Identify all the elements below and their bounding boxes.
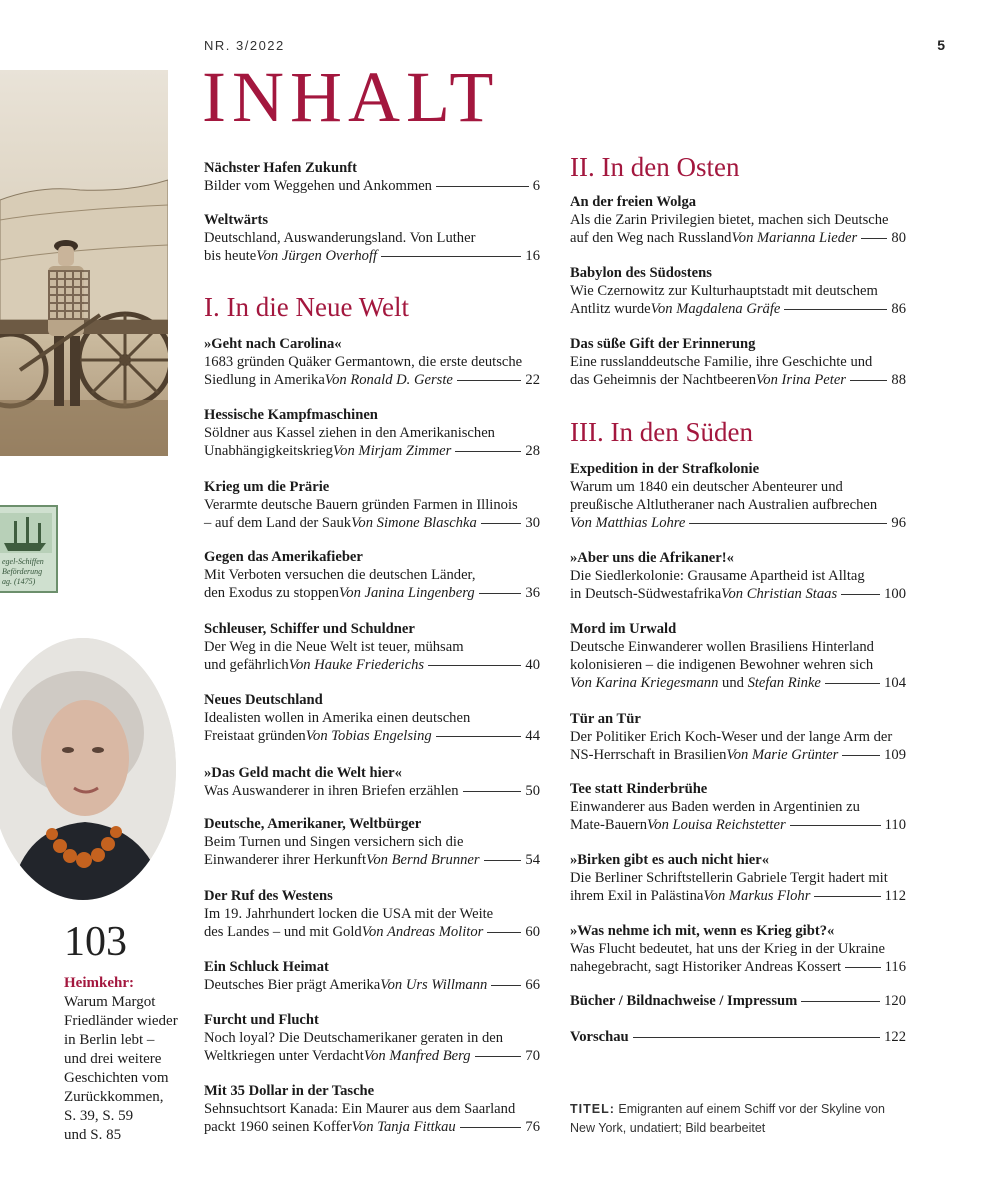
entry-title: Expedition in der Strafkolonie <box>570 461 760 477</box>
feature-page-number: 103 <box>64 919 127 965</box>
entry-title: Nächster Hafen Zukunft <box>204 160 357 176</box>
feature-text-line: Zurückkommen, <box>64 1089 164 1105</box>
entry-desc: Sehnsuchtsort Kanada: Ein Maurer aus dem Saarland <box>204 1101 516 1117</box>
entry-title: Gegen das Amerikafieber <box>204 549 363 565</box>
feature-teaser <box>64 974 189 1145</box>
entry-author: Von Janina Lingenberg <box>338 585 475 601</box>
entry-page: 100 <box>884 586 906 602</box>
entry-desc: Warum um 1840 ein deutscher Abenteurer und <box>570 479 843 495</box>
entry-author: Von Christian Staas <box>721 586 838 602</box>
toc-entry[interactable] <box>570 922 906 976</box>
entry-desc: in Deutsch-Südwestafrika <box>570 586 722 602</box>
toc-entry[interactable] <box>204 620 540 674</box>
entry-desc: und gefährlich <box>204 657 289 673</box>
entry-desc: Beim Turnen und Singen versichern sich die <box>204 834 464 850</box>
stamp-text-line: egel-Schiffen <box>2 557 44 566</box>
entry-title: Weltwärts <box>204 212 269 228</box>
entry-title: Der Ruf des Westens <box>204 888 333 904</box>
feature-text-line: und S. 85 <box>64 1127 122 1143</box>
entry-page: 16 <box>525 248 540 264</box>
entry-author: Von Simone Blaschka <box>351 515 477 531</box>
entry-desc: Bilder vom Weggehen und Ankommen <box>204 178 432 194</box>
entry-title: Deutsche, Amerikaner, Weltbürger <box>204 816 422 832</box>
entry-desc: preußische Altlutheraner nach Australien aufbrechen <box>570 497 878 513</box>
entry-desc: Was Flucht bedeutet, hat uns der Krieg in der Ukraine <box>570 941 885 957</box>
section-heading-osten: II. In den Osten <box>570 152 740 182</box>
entry-author: Von Tobias Engelsing <box>305 728 432 744</box>
entry-title: Schleuser, Schiffer und Schuldner <box>204 621 415 637</box>
entry-desc: ihrem Exil in Palästina <box>570 888 704 904</box>
wagon-illustration <box>0 70 168 456</box>
feature-text-line: Geschichten vom <box>64 1070 169 1086</box>
entry-title: »Das Geld macht die Welt hier« <box>204 765 402 781</box>
toc-entry[interactable] <box>204 335 540 389</box>
toc-entry[interactable] <box>570 460 906 532</box>
entry-title: »Aber uns die Afrikaner!« <box>570 550 734 566</box>
entry-page: 86 <box>891 301 906 317</box>
entry-page: 112 <box>884 888 906 904</box>
toc-entry[interactable] <box>204 887 540 941</box>
entry-desc: Die Berliner Schriftstellerin Gabriele Tergit hadert mit <box>570 870 888 886</box>
entry-title: Hessische Kampfmaschinen <box>204 407 378 423</box>
entry-author: Von Marie Grünter <box>726 747 839 763</box>
entry-desc: bis heute <box>204 248 257 264</box>
entry-desc: Söldner aus Kassel ziehen in den Amerikanischen <box>204 425 495 441</box>
entry-page: 44 <box>525 728 540 744</box>
entry-desc: nahegebracht, sagt Historiker Andreas Kossert <box>570 959 842 975</box>
cover-caption <box>570 1100 900 1138</box>
toc-entry[interactable] <box>570 780 906 834</box>
toc-entry[interactable] <box>570 335 906 389</box>
entry-title: Mit 35 Dollar in der Tasche <box>204 1083 375 1099</box>
cover-caption-text: Emigranten auf einem Schiff vor der Skyline von New York, undatiert; Bild bearbeitet <box>570 1102 885 1135</box>
entry-page: 116 <box>884 959 906 975</box>
entry-title: »Birken gibt es auch nicht hier« <box>570 852 770 868</box>
entry-desc: den Exodus zu stoppen <box>204 585 339 601</box>
entry-desc: Deutsches Bier prägt Amerika <box>204 977 381 993</box>
entry-page: 6 <box>532 178 540 194</box>
entry-page: 60 <box>525 924 540 940</box>
entry-page: 88 <box>891 372 906 388</box>
entry-author: Von Jürgen Overhoff <box>256 248 378 264</box>
entry-desc: Deutschland, Auswanderungsland. Von Luther <box>204 230 476 246</box>
entry-desc: Mate-Bauern <box>570 817 647 833</box>
toc-entry[interactable] <box>570 620 906 692</box>
toc-entry[interactable] <box>204 691 540 745</box>
entry-page: 109 <box>884 747 906 763</box>
entry-page: 122 <box>884 1029 906 1045</box>
page-number: 5 <box>937 37 945 53</box>
feature-text-line: Friedländer wieder <box>64 1013 178 1029</box>
entry-connector: und <box>718 675 748 691</box>
portrait-illustration <box>0 638 176 900</box>
toc-entry[interactable] <box>570 549 906 603</box>
entry-title: Tür an Tür <box>570 711 641 727</box>
entry-title: Mord im Urwald <box>570 621 677 637</box>
entry-desc: kolonisieren – die indigenen Bewohner wehren sich <box>570 657 874 673</box>
entry-desc: Der Weg in die Neue Welt ist teuer, mühsam <box>204 639 464 655</box>
entry-page: 40 <box>525 657 540 673</box>
entry-desc: Einwanderer aus Baden werden in Argentinien zu <box>570 799 860 815</box>
stamp-image <box>0 505 58 593</box>
section-heading-sueden: III. In den Süden <box>570 417 753 447</box>
feature-text-line: in Berlin lebt – <box>64 1032 155 1048</box>
entry-author: Von Magdalena Gräfe <box>650 301 781 317</box>
entry-page: 110 <box>884 817 906 833</box>
feature-text-line: und drei weitere <box>64 1051 162 1067</box>
entry-desc: Wie Czernowitz zur Kulturhauptstadt mit deutschem <box>570 283 878 299</box>
entry-author: Von Markus Flohr <box>703 888 811 904</box>
entry-title: Tee statt Rinderbrühe <box>570 781 708 797</box>
entry-author: Von Karina Kriegesmann <box>570 675 719 691</box>
entry-page: 22 <box>525 372 540 388</box>
stamp-text-line: ag. (1475) <box>2 577 36 586</box>
entry-author: Von Hauke Friederichs <box>288 657 425 673</box>
toc-entry[interactable] <box>570 851 906 905</box>
entry-desc: Unabhängigkeitskrieg <box>204 443 333 459</box>
entry-desc: Freistaat gründen <box>204 728 306 744</box>
entry-author: Von Tanja Fittkau <box>351 1119 456 1135</box>
entry-author: Von Matthias Lohre <box>570 515 686 531</box>
entry-desc: Was Auswanderer in ihren Briefen erzählen <box>204 783 459 799</box>
page-title: INHALT <box>202 57 500 137</box>
entry-desc: Deutsche Einwanderer wollen Brasiliens Hinterland <box>570 639 874 655</box>
wagon-settler-photo <box>0 70 168 456</box>
entry-page: 66 <box>525 977 540 993</box>
entry-page: 80 <box>891 230 906 246</box>
entry-title: Vorschau <box>570 1029 629 1045</box>
cover-caption-label: TITEL: <box>570 1102 615 1116</box>
toc-entry[interactable] <box>204 815 540 869</box>
entry-desc: Mit Verboten versuchen die deutschen Länder, <box>204 567 476 583</box>
entry-title: Ein Schluck Heimat <box>204 959 329 975</box>
entry-title: Krieg um die Prärie <box>204 479 330 495</box>
entry-author: Von Urs Willmann <box>380 977 488 993</box>
entry-desc: Antlitz wurde <box>570 301 651 317</box>
toc-entry[interactable] <box>204 958 540 994</box>
toc-entry[interactable] <box>204 1011 540 1065</box>
entry-page: 28 <box>525 443 540 459</box>
toc-entry[interactable] <box>204 548 540 602</box>
toc-entry[interactable] <box>570 193 906 247</box>
toc-entry[interactable] <box>204 406 540 460</box>
entry-desc: Als die Zarin Privilegien bietet, machen sich Deutsche <box>570 212 889 228</box>
entry-title: An der freien Wolga <box>570 194 697 210</box>
toc-entry[interactable] <box>570 264 906 318</box>
entry-page: 70 <box>525 1048 540 1064</box>
entry-author: Von Bernd Brunner <box>366 852 480 868</box>
toc-entry-preview[interactable] <box>570 1028 906 1046</box>
toc-entry[interactable] <box>204 211 540 265</box>
toc-entry[interactable] <box>204 478 540 532</box>
toc-entry-books[interactable] <box>570 992 906 1010</box>
issue-number: NR. 3/2022 <box>204 38 285 53</box>
entry-author: Von Mirjam Zimmer <box>332 443 452 459</box>
entry-desc: das Geheimnis der Nachtbeeren <box>570 372 756 388</box>
toc-entry[interactable] <box>570 710 906 764</box>
entry-desc: – auf dem Land der Sauk <box>204 515 352 531</box>
entry-desc: Verarmte deutsche Bauern gründen Farmen in Illinois <box>204 497 518 513</box>
entry-author: Von Manfred Berg <box>363 1048 471 1064</box>
entry-desc: Idealisten wollen in Amerika einen deutschen <box>204 710 471 726</box>
entry-title: Das süße Gift der Erinnerung <box>570 336 756 352</box>
feature-text-line: S. 39, S. 59 <box>64 1108 134 1124</box>
entry-page: 104 <box>884 675 906 691</box>
toc-entry[interactable] <box>204 1082 540 1136</box>
entry-title: Bücher / Bildnachweise / Impressum <box>570 993 798 1009</box>
feature-headline: Heimkehr: <box>64 975 134 991</box>
entry-author: Von Marianna Lieder <box>731 230 858 246</box>
entry-desc: Eine russlanddeutsche Familie, ihre Geschichte und <box>570 354 873 370</box>
entry-page: 30 <box>525 515 540 531</box>
entry-desc: Im 19. Jahrhundert locken die USA mit der Weite <box>204 906 494 922</box>
section-heading-neue-welt: I. In die Neue Welt <box>204 292 410 322</box>
entry-desc: Noch loyal? Die Deutschamerikaner geraten in den <box>204 1030 504 1046</box>
margot-friedlaender-portrait <box>0 638 176 900</box>
entry-page: 76 <box>525 1119 540 1135</box>
entry-title: Neues Deutschland <box>204 692 323 708</box>
entry-desc: 1683 gründen Quäker Germantown, die erste deutsche <box>204 354 523 370</box>
toc-entry[interactable] <box>204 764 540 800</box>
entry-page: 96 <box>891 515 906 531</box>
entry-desc: packt 1960 seinen Koffer <box>204 1119 352 1135</box>
entry-author: Stefan Rinke <box>747 675 821 691</box>
entry-desc: Einwanderer ihrer Herkunft <box>204 852 367 868</box>
stamp-text-line: Beförderung <box>2 567 43 576</box>
entry-desc: Weltkriegen unter Verdacht <box>204 1048 364 1064</box>
entry-title: Babylon des Südostens <box>570 265 712 281</box>
entry-desc: NS-Herrschaft in Brasilien <box>570 747 727 763</box>
entry-page: 50 <box>525 783 540 799</box>
toc-entry[interactable] <box>204 159 540 195</box>
entry-desc: Die Siedlerkolonie: Grausame Apartheid ist Alltag <box>570 568 865 584</box>
entry-page: 36 <box>525 585 540 601</box>
entry-title: »Geht nach Carolina« <box>204 336 342 352</box>
entry-author: Von Irina Peter <box>756 372 846 388</box>
entry-page: 120 <box>884 993 906 1009</box>
entry-title: »Was nehme ich mit, wenn es Krieg gibt?« <box>570 923 835 939</box>
entry-title: Furcht und Flucht <box>204 1012 319 1028</box>
entry-desc: auf den Weg nach Russland <box>570 230 732 246</box>
entry-author: Von Louisa Reichstetter <box>647 817 786 833</box>
entry-desc: Der Politiker Erich Koch-Weser und der lange Arm der <box>570 729 893 745</box>
feature-text-line: Warum Margot <box>64 994 156 1010</box>
entry-page: 54 <box>525 852 540 868</box>
entry-desc: des Landes – und mit Gold <box>204 924 362 940</box>
entry-author: Von Ronald D. Gerste <box>324 372 453 388</box>
entry-desc: Siedlung in Amerika <box>204 372 325 388</box>
entry-author: Von Andreas Molitor <box>361 924 484 940</box>
